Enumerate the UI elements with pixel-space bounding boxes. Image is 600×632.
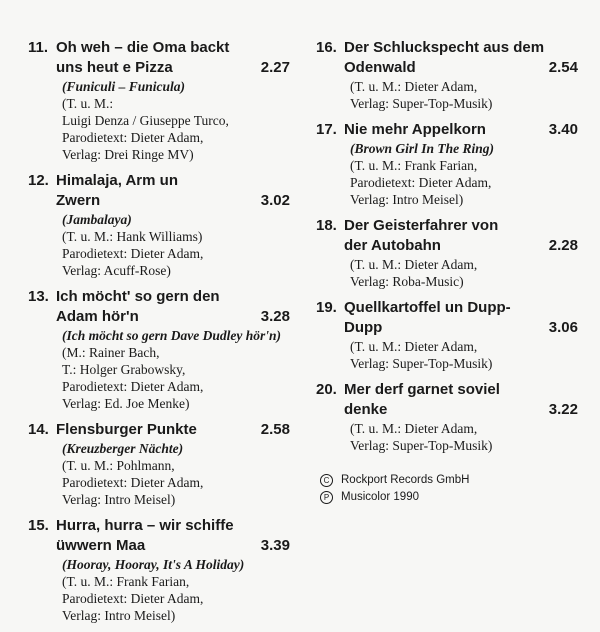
track-title-line: Zwern [56, 192, 101, 209]
track-number: 13. [28, 288, 49, 305]
track-entry [316, 120, 578, 208]
track-number: 18. [316, 217, 337, 234]
legal-notices [320, 472, 469, 506]
track-duration: 3.28 [260, 308, 290, 325]
track-heading [316, 380, 578, 420]
credit-line: (T. u. M.: Hank Williams) [62, 229, 203, 244]
credit-line: (T. u. M.: Dieter Adam, [350, 421, 478, 436]
track-number: 11. [28, 39, 49, 56]
track-duration: 2.27 [260, 59, 290, 76]
track-entry [28, 171, 290, 279]
phonogram-text: Musicolor 1990 [341, 491, 419, 503]
track-duration: 2.58 [260, 421, 290, 438]
track-title [344, 298, 578, 338]
track-title-line: üwwern Maa [56, 537, 146, 554]
track-title-line: Der Schluckspecht aus dem [344, 39, 545, 56]
track-title [56, 38, 290, 78]
track-duration: 2.28 [548, 237, 578, 254]
track-entry [28, 420, 290, 508]
original-title: (Hooray, Hooray, It's A Holiday) [62, 557, 245, 572]
track-entry [316, 38, 578, 112]
track-entry [28, 38, 290, 163]
credit-line: (T. u. M.: [62, 96, 114, 111]
track-number: 14. [28, 421, 49, 438]
right-column [316, 38, 578, 462]
track-title-line: der Autobahn [344, 237, 441, 254]
credit-line: Parodietext: Dieter Adam, [62, 475, 204, 490]
track-heading [316, 298, 578, 338]
track-title-line: Hurra, hurra – wir schiffe [56, 517, 234, 534]
track-title-line: Adam hör'n [56, 308, 139, 325]
track-number: 20. [316, 381, 337, 398]
track-details [316, 78, 578, 112]
credit-line: (T. u. M.: Dieter Adam, [350, 79, 478, 94]
track-details [316, 256, 578, 290]
track-number: 17. [316, 121, 337, 138]
credit-line: Parodietext: Dieter Adam, [62, 591, 204, 606]
track-heading [316, 216, 578, 256]
original-title: (Brown Girl In The Ring) [350, 141, 495, 156]
track-title-line: Quellkartoffel un Dupp- [344, 299, 511, 316]
track-heading [28, 420, 290, 440]
track-details [28, 78, 290, 163]
track-duration: 2.54 [548, 59, 578, 76]
track-entry [28, 287, 290, 412]
credit-line: (T. u. M.: Dieter Adam, [350, 257, 478, 272]
track-details [28, 211, 290, 279]
track-number: 16. [316, 39, 337, 56]
credit-line: T.: Holger Grabowsky, [62, 362, 186, 377]
credit-line: (T. u. M.: Frank Farian, [350, 158, 478, 173]
track-details [316, 338, 578, 372]
track-entry [316, 380, 578, 454]
track-title-line: Ich möcht' so gern den [56, 288, 220, 305]
credit-line: Verlag: Drei Ringe MV) [62, 147, 194, 162]
credit-line: Parodietext: Dieter Adam, [62, 379, 204, 394]
track-entry [316, 216, 578, 290]
track-title [56, 516, 290, 556]
track-entry [316, 298, 578, 372]
track-title-line: Mer derf garnet soviel [344, 381, 500, 398]
track-title-line: Flensburger Punkte [56, 421, 197, 438]
credit-line: Verlag: Intro Meisel) [62, 608, 176, 623]
original-title: (Kreuzberger Nächte) [62, 441, 184, 456]
track-heading [316, 120, 578, 140]
credit-line: Luigi Denza / Giuseppe Turco, [62, 113, 229, 128]
credit-line: Verlag: Intro Meisel) [62, 492, 176, 507]
copyright-icon: C [320, 474, 333, 487]
copyright-text: Rockport Records GmbH [341, 474, 470, 486]
track-title [344, 380, 578, 420]
track-duration: 3.39 [260, 537, 290, 554]
phonogram-icon: P [320, 491, 333, 504]
track-number: 12. [28, 172, 49, 189]
original-title: (Funiculi – Funicula) [62, 79, 186, 94]
credit-line: Verlag: Acuff-Rose) [62, 263, 171, 278]
credit-line: Verlag: Ed. Joe Menke) [62, 396, 190, 411]
track-details [316, 420, 578, 454]
track-number: 15. [28, 517, 49, 534]
track-duration: 3.22 [548, 401, 578, 418]
track-title-line: Odenwald [344, 59, 416, 76]
track-title-line: uns heut e Pizza [56, 59, 173, 76]
track-title-line: Nie mehr Appelkorn [344, 121, 486, 138]
copyright-line [320, 472, 469, 488]
track-duration: 3.02 [260, 192, 290, 209]
track-title [344, 216, 578, 256]
credit-line: (T. u. M.: Frank Farian, [62, 574, 190, 589]
track-duration: 3.40 [548, 121, 578, 138]
track-title-line: Der Geisterfahrer von [344, 217, 499, 234]
track-number: 19. [316, 299, 337, 316]
original-title: (Jambalaya) [62, 212, 132, 227]
track-title [344, 38, 578, 78]
track-heading [28, 38, 290, 78]
track-title-line: Himalaja, Arm un [56, 172, 178, 189]
track-heading [28, 516, 290, 556]
track-title [56, 171, 290, 211]
track-title-line: Oh weh – die Oma backt [56, 39, 230, 56]
credit-line: Verlag: Super-Top-Musik) [350, 356, 493, 371]
original-title: (Ich möcht so gern Dave Dudley hör'n) [62, 328, 281, 343]
track-title-line: Dupp [344, 319, 383, 336]
track-duration: 3.06 [548, 319, 578, 336]
credit-line: Verlag: Intro Meisel) [350, 192, 464, 207]
track-title [56, 420, 290, 440]
credit-line: Verlag: Roba-Music) [350, 274, 464, 289]
track-title [56, 287, 290, 327]
credit-line: (T. u. M.: Pohlmann, [62, 458, 175, 473]
credit-line: Parodietext: Dieter Adam, [350, 175, 492, 190]
left-column [28, 38, 290, 632]
phonogram-line [320, 489, 469, 505]
track-details [28, 556, 290, 624]
credit-line: Verlag: Super-Top-Musik) [350, 438, 493, 453]
credit-line: Verlag: Super-Top-Musik) [350, 96, 493, 111]
credit-line: Parodietext: Dieter Adam, [62, 130, 204, 145]
track-details [316, 140, 578, 208]
credit-line: (T. u. M.: Dieter Adam, [350, 339, 478, 354]
track-heading [316, 38, 578, 78]
track-heading [28, 287, 290, 327]
track-details [28, 440, 290, 508]
track-details [28, 327, 290, 412]
credit-line: (M.: Rainer Bach, [62, 345, 160, 360]
track-title [344, 120, 578, 140]
track-title-line: denke [344, 401, 388, 418]
track-entry [28, 516, 290, 624]
track-heading [28, 171, 290, 211]
credit-line: Parodietext: Dieter Adam, [62, 246, 204, 261]
